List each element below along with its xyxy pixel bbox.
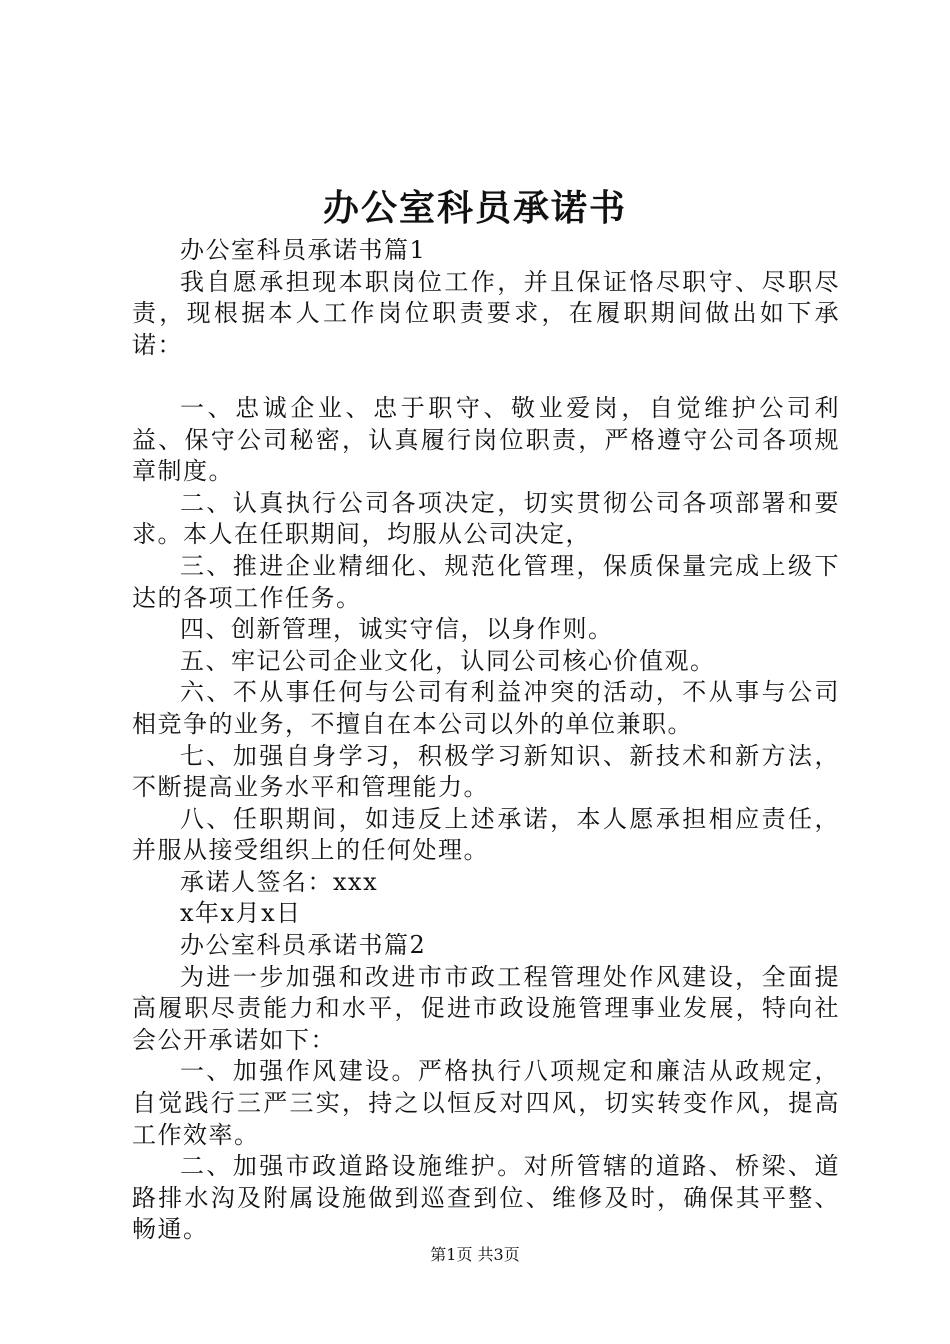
date-line: x年x月x日 [180, 899, 302, 928]
document-body [132, 235, 840, 1246]
intro-paragraph-2: 为进一步加强和改进市市政工程管理处作风建设，全面提高履职尽责能力和水平，促进市政设施管理事业发展，特向社会公开承诺如下： [132, 962, 840, 1054]
section-heading-1: 办公室科员承诺书篇1 [180, 236, 427, 264]
commitment-item-7: 七、加强自身学习，积极学习新知识、新技术和新方法，不断提高业务水平和管理能力。 [132, 741, 840, 802]
document-title: 办公室科员承诺书 [322, 187, 627, 229]
commitment-item-4: 四、创新管理，诚实守信，以身作则。 [180, 615, 614, 644]
pledge-item-1: 一、加强作风建设。严格执行八项规定和廉洁从政规定，自觉践行三严三实，持之以恒反对四风，切实转变作风，提高工作效率。 [132, 1057, 840, 1149]
page-footer: 第1页 共3页 [430, 1245, 520, 1264]
commitment-item-1: 一、忠诚企业、忠于职守、敬业爱岗，自觉维护公司利益、保守公司秘密，认真履行岗位职责，严格遵守公司各项规章制度。 [132, 393, 840, 486]
section-heading-2: 办公室科员承诺书篇2 [180, 931, 427, 960]
commitment-item-3: 三、推进企业精细化、规范化管理，保质保量完成上级下达的各项工作任务。 [132, 551, 840, 612]
commitment-item-8: 八、任职期间，如违反上述承诺，本人愿承担相应责任，并服从接受组织上的任何处理。 [132, 804, 840, 865]
signature-line: 承诺人签名：xxx [180, 867, 379, 896]
commitment-item-6: 六、不从事任何与公司有利益冲突的活动，不从事与公司相竞争的业务，不擅自在本公司以外的单位兼职。 [132, 678, 840, 738]
intro-paragraph: 我自愿承担现本职岗位工作，并且保证恪尽职守、尽职尽责，现根据本人工作岗位职责要求，在履职期间做出如下承诺： [132, 267, 840, 359]
commitment-item-2: 二、认真执行公司各项决定，切实贯彻公司各项部署和要求。本人在任职期间，均服从公司决定， [132, 488, 840, 549]
pledge-item-2: 二、加强市政道路设施维护。对所管辖的道路、桥梁、道路排水沟及附属设施做到巡查到位、维修及时，确保其平整、畅通。 [132, 1152, 840, 1244]
commitment-item-5: 五、牢记公司企业文化，认同公司核心价值观。 [180, 646, 716, 675]
